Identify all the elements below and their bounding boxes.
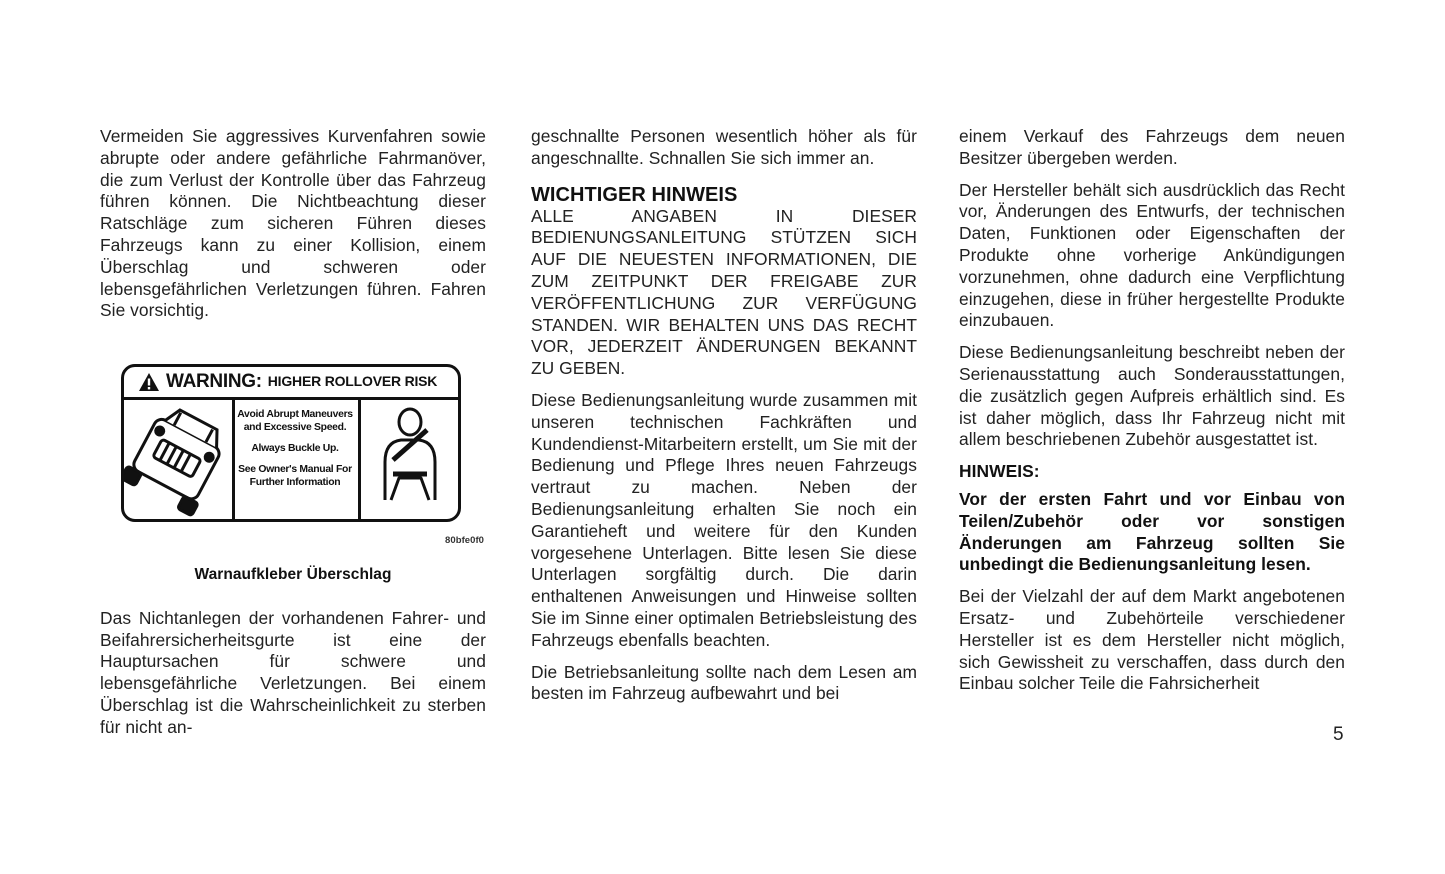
paragraph-handover: einem Verkauf des Fahrzeugs dem neuen Besitzer übergeben werden. bbox=[959, 126, 1345, 168]
paragraph-optional-equipment: Diese Bedienungsanleitung beschreibt neben der Serienausstattung auch Sonderausstattungen, die zusätzlich gegen Aufpreis erhältlich sind. Es ist daher möglich, dass Ihr Fahrzeug nicht mit allem beschriebenen Zubehör ausgestattet ist. bbox=[959, 342, 1345, 450]
warning-triangle-icon bbox=[138, 372, 160, 392]
column-right bbox=[959, 126, 1345, 705]
warning-message-buckle: Always Buckle Up. bbox=[251, 443, 339, 455]
warning-messages bbox=[232, 400, 361, 519]
figure-code: 80bfe0f0 bbox=[445, 535, 484, 547]
paragraph-manual-created: Diese Bedienungsanleitung wurde zusammen mit unseren technischen Fachkräften und Kundendienst-Mitarbeitern erstellt, um Sie mit der Bedienung und Pflege Ihres neuen Fahrzeugs vertraut zu machen. Neben der Bedienungsanleitung erhalten Sie noch ein Garantieheft und weitere für den Kunden vorgesehene Unterlagen. Bitte lesen Sie diese Unterlagen sorgfältig durch. Die darin enthaltenen Anweisungen und Hinweise sollten Sie im Sinne einer optimalen Betriebsleistung des Fahrzeugs ebenfalls beachten. bbox=[531, 389, 917, 650]
seatbelt-pictogram bbox=[361, 400, 458, 519]
paragraph-buckled: geschnallte Personen wesentlich höher als für angeschnallte. Schnallen Sie sich immer an. bbox=[531, 126, 917, 168]
column-left bbox=[100, 126, 486, 749]
note-body: Vor der ersten Fahrt und vor Einbau von Teilen/Zubehör oder vor sonstigen Änderungen am Fahrzeug sollten Sie unbedingt die Bedienungsanleitung lesen. bbox=[959, 488, 1345, 575]
warning-message-manual: See Owner's Manual For Further Information bbox=[238, 464, 352, 489]
paragraph-spare-parts: Bei der Vielzahl der auf dem Markt angebotenen Ersatz- und Zubehörteile verschiedener Hersteller ist es dem Hersteller nicht möglich, sich Gewissheit zu verschaffen, dass durch den Einbau solcher Teile die Fahrsicherheit bbox=[959, 586, 1345, 694]
warning-label-header bbox=[124, 367, 458, 400]
warning-message-maneuvers: Avoid Abrupt Maneuvers and Excessive Speed. bbox=[237, 409, 353, 434]
paragraph-seatbelt: Das Nichtanlegen der vorhandenen Fahrer- und Beifahrersicherheitsgurte ist eine der Hauptursachen für schwere und lebensgefährliche Verletzungen. Bei einem Überschlag ist die Wahrscheinlichkeit zu sterben für nicht an- bbox=[100, 607, 486, 737]
page-number: 5 bbox=[1333, 724, 1344, 745]
paragraph-aggressive-driving: Vermeiden Sie aggressives Kurvenfahren sowie abrupte oder andere gefährliche Fahrmanöver, die zum Verlust der Kontrolle über das Fahrzeug führen können. Die Nichtbeachtung dieser Ratschläge zum sicheren Führen dieses Fahrzeugs kann zu einer Kollision, einem Überschlag und schweren oder lebensgefährlichen Verletzungen führen. Fahren Sie vorsichtig. bbox=[100, 126, 486, 321]
paragraph-storage: Die Betriebsanleitung sollte nach dem Lesen am besten im Fahrzeug aufbewahrt und bei bbox=[531, 661, 917, 704]
column-middle bbox=[531, 126, 917, 715]
rollover-warning-figure bbox=[100, 364, 486, 586]
figure-caption: Warnaufkleber Überschlag bbox=[194, 565, 392, 583]
note-heading: HINWEIS: bbox=[959, 461, 1040, 482]
warning-word: WARNING: bbox=[166, 371, 262, 393]
rollover-car-icon bbox=[124, 400, 229, 519]
paragraph-caps-notice: ALLE ANGABEN IN DIESER BEDIENUNGSANLEITUNG STÜTZEN SICH AUF DIE NEUESTEN INFORMATIONEN, DIE ZUM ZEITPUNKT DER FREIGABE ZUR VERÖFFENTLICHUNG ZUR VERFÜGUNG STANDEN. WIR BEHALTEN UNS DAS RECHT VOR, JEDERZEIT ÄNDERUNGEN BEKANNT ZU GEBEN. bbox=[531, 205, 917, 379]
paragraph-manufacturer-rights: Der Hersteller behält sich ausdrücklich das Recht vor, Änderungen des Entwurfs, der technischen Daten, Funktionen oder Eigenschaften der Produkte ohne vorherige Ankündigungen vorzunehmen, ohne dadurch eine Verpflichtung einzugehen, diese in früher hergestellte Produkte einzubauen. bbox=[959, 179, 1345, 331]
warning-label bbox=[121, 364, 461, 522]
warning-label-body bbox=[124, 400, 458, 519]
warning-subtitle: HIGHER ROLLOVER RISK bbox=[267, 373, 438, 390]
rollover-pictogram bbox=[124, 400, 235, 519]
seatbelt-person-icon bbox=[361, 400, 459, 519]
heading-important-notice: WICHTIGER HINWEIS bbox=[531, 183, 738, 206]
